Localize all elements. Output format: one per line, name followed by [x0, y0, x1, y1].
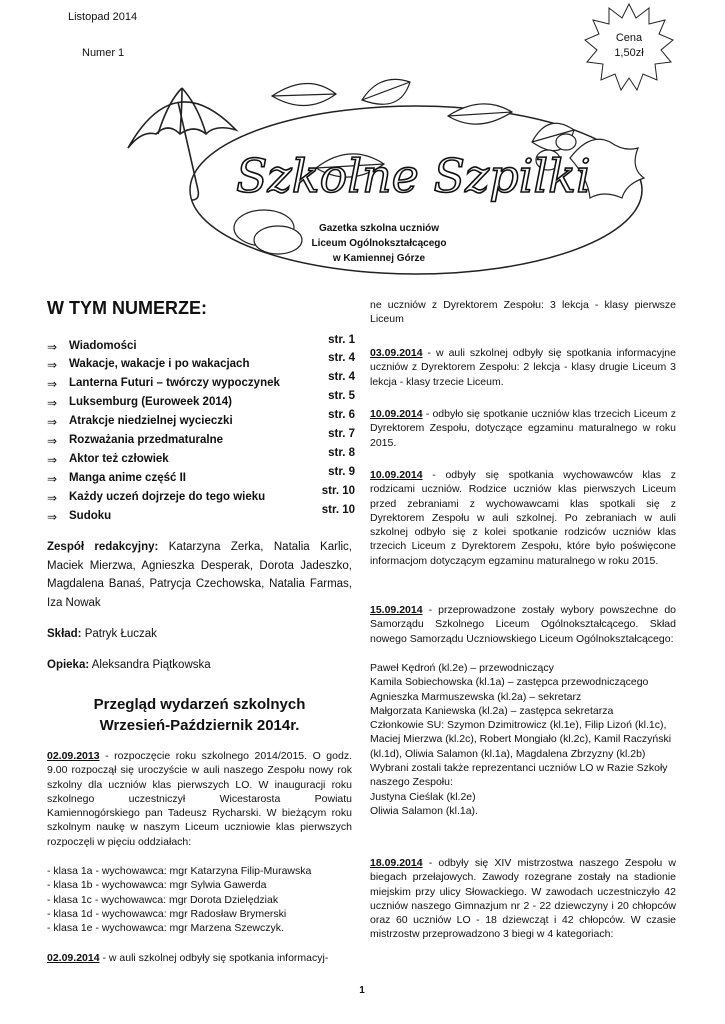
- event-date: 02.09.2013: [47, 750, 100, 762]
- event-entry: [47, 749, 352, 849]
- subtitle-line: Gazetka szkolna uczniów: [318, 223, 440, 234]
- review-title-line: Wrzesień-Październik 2014r.: [99, 717, 300, 734]
- chestnut-icon: [234, 210, 302, 254]
- toc-item-page: str. 9: [328, 466, 355, 478]
- toc-item-label: Manga anime część II: [69, 472, 186, 484]
- subtitle-line: Liceum Ogólnokształcącego: [311, 238, 447, 249]
- event-date: 10.09.2014: [370, 469, 423, 481]
- toc-item-label: Aktor też człowiek: [69, 453, 169, 465]
- event-text: - w auli szkolnej odbyły się spotkania informacyj-: [99, 952, 329, 964]
- price-value: 1,50zł: [614, 47, 644, 59]
- arrow-right-icon: ⇒: [47, 340, 58, 354]
- event-entry: [370, 407, 676, 450]
- event-date: 03.09.2014: [370, 347, 423, 359]
- arrow-right-icon: ⇒: [47, 396, 58, 410]
- arrow-right-icon: ⇒: [47, 472, 58, 486]
- toc-item: [47, 409, 355, 433]
- masthead-illustration: [118, 72, 678, 302]
- subtitle-line: w Kamiennej Górze: [332, 253, 426, 264]
- council-member: Oliwia Salamon (kl.1a).: [370, 804, 478, 817]
- masthead-title: Szkolne Szpilki: [236, 149, 591, 203]
- arrow-right-icon: ⇒: [47, 510, 58, 524]
- team-names: Katarzyna Zerka, Natalia Karlic, Maciek Mierzwa, Agnieszka Desperak, Dorota Jadeszko, Magdalena Banaś, Patrycja Czechowska, Natalia Farmas, Iza Nowak: [47, 541, 352, 609]
- toc-item: [47, 447, 355, 471]
- class-list-item: - klasa 1e - wychowawca: mgr Marzena Szewczyk.: [47, 922, 284, 935]
- toc-item-label: Wiadomości: [69, 340, 137, 352]
- event-entry: [370, 298, 676, 327]
- event-text: - odbyły się spotkania wychowawców klas z rodzicami uczniów. Rodzice uczniów klas pierwszych Liceum przed zebraniami z wychowawcami klas spotkali się z Dyrektorem Zespołu w auli szkolnej. Po zebraniach w auli szkolnej odbyło się z kolei spotkanie rodziców uczniów klas trzecich Liceum z Dyrektorem Zespołu, które było poświęcone informacjom dotyczącym egzaminu maturalnego w roku 2015.: [370, 469, 676, 567]
- event-entry: [370, 346, 676, 389]
- umbrella-icon: [128, 88, 236, 200]
- council-member: Wybrani zostali także reprezentanci uczniów LO w Razie Szkoły naszego Zespołu:: [370, 762, 668, 789]
- arrow-right-icon: ⇒: [47, 358, 58, 372]
- event-entry: [370, 603, 676, 646]
- council-member: Paweł Kędroń (kl.2e) – przewodniczący: [370, 662, 554, 674]
- class-list-item: - klasa 1d - wychowawca: mgr Radosław Brymerski: [47, 907, 287, 920]
- toc-item-label: Sudoku: [69, 510, 112, 522]
- toc-item: [47, 334, 355, 358]
- toc-item-label: Każdy uczeń dojrzeje do tego wieku: [69, 491, 266, 503]
- toc-item-page: str. 1: [328, 334, 355, 346]
- arrow-right-icon: ⇒: [47, 453, 58, 467]
- event-date: 15.09.2014: [370, 604, 423, 616]
- newspaper-subtitle: [300, 221, 458, 266]
- issue-date: Listopad 2014: [68, 11, 138, 23]
- toc-item-label: Lanterna Futuri – twórczy wypoczynek: [69, 377, 280, 389]
- class-list-item: - klasa 1b - wychowawca: mgr Sylwia Gawerda: [47, 879, 267, 892]
- class-list-item: - klasa 1a - wychowawca: mgr Katarzyna Filip-Murawska: [47, 865, 312, 877]
- toc-item-page: str. 10: [321, 504, 355, 516]
- event-text: - w auli szkolnej odbyły się spotkania informacyjne uczniów z Dyrektorem Zespołu: 2 lekcja - klasy drugie Liceum 3 lekcja - klasy trzecie Liceum.: [370, 347, 676, 388]
- arrow-right-icon: ⇒: [47, 415, 58, 429]
- toc-item-label: Luksemburg (Euroweek 2014): [69, 396, 232, 408]
- event-text: - rozpoczęcie roku szkolnego 2014/2015. O godz. 9.00 rozpoczął się uroczyście w auli naszego Zespołu nowy rok szkolny dla uczniów klas pierwszych LO. W inauguracji roku szkolnego uczestniczył Wicestarosta Powiatu Kamiennogórskiego pan Tadeusz Rycharski. W bieżącym roku szkolnym naukę w naszym Liceum uczniowie klas pierwszych rozpoczęli w pięciu oddziałach:: [47, 750, 352, 848]
- council-member: Małgorzata Kaniewska (kl.2a) – zastępca sekretarza: [370, 704, 614, 717]
- page-number: 1: [359, 985, 365, 996]
- supervisor-label: Opieka:: [47, 659, 90, 671]
- layout-label: Skład:: [47, 628, 82, 640]
- price-caption: Cena: [615, 32, 643, 44]
- council-member: Agnieszka Marmuszewska (kl.2a) – sekretarz: [370, 690, 582, 703]
- class-list: [47, 864, 352, 935]
- toc-item-label: Atrakcje niedzielnej wycieczki: [69, 415, 233, 427]
- toc-item: [47, 466, 355, 490]
- toc-item: [47, 390, 355, 414]
- event-date: 18.09.2014: [370, 857, 423, 869]
- council-member: Justyna Cieślak (kl.2e): [370, 790, 476, 803]
- team-label: Zespół redakcyjny:: [47, 541, 159, 553]
- toc-item-page: str. 4: [328, 371, 355, 383]
- council-member: Członkowie SU: Szymon Dzimitrowicz (kl.1e), Filip Lizoń (kl.1c), Maciej Mierzwa (kl.2c), Robert Mongiało (kl.2c), Kamil Raczyński (kl.1d), Oliwia Salamon (kl.1a), Magdalena Zbrzyzny (kl.2b): [370, 719, 672, 760]
- toc-item-page: str. 4: [328, 352, 355, 364]
- layout-name: Patryk Łuczak: [81, 628, 157, 640]
- toc-item: [47, 485, 355, 509]
- toc-item: [47, 371, 355, 395]
- event-text: ne uczniów z Dyrektorem Zespołu: 3 lekcja - klasy pierwsze Liceum: [370, 299, 676, 326]
- issue-number: Numer 1: [82, 47, 125, 59]
- event-entry: [47, 951, 352, 965]
- event-date: 02.09.2014: [47, 952, 100, 964]
- event-entry: [370, 856, 676, 942]
- event-text: - odbyło się spotkanie uczniów klas trzecich Liceum z Dyrektorem Zespołu, dotyczące egzaminu maturalnego w roku 2015.: [370, 408, 676, 449]
- toc-item-page: str. 6: [328, 409, 355, 421]
- review-title: [47, 694, 352, 736]
- event-entry: [370, 468, 676, 568]
- supervisor-credit: [47, 656, 352, 675]
- class-list-item: - klasa 1c - wychowawca: mgr Dorota Dzielędziak: [47, 893, 279, 906]
- review-title-line: Przegląd wydarzeń szkolnych: [93, 696, 306, 713]
- toc-item-label: Wakacje, wakacje i po wakacjach: [69, 358, 250, 370]
- toc-item: [47, 352, 355, 376]
- toc-item-page: str. 10: [321, 485, 355, 497]
- toc-item-page: str. 8: [328, 447, 355, 459]
- event-text: - odbyły się XIV mistrzostwa naszego Zespołu w biegach przełajowych. Zawody rozegrane zostały na stadionie miejskim przy ulicy Słowackiego. W zawodach uczestniczyło 42 uczniów naszego Gimnazjum nr 2 - 22 dziewczyny i 20 chłopców oraz 60 uczniów LO - 18 dziewcząt i 42 chłopców. W czasie mistrzostw przeprowadzono 3 biegi w 4 kategoriach:: [370, 857, 676, 941]
- toc-item-page: str. 5: [328, 390, 355, 402]
- toc-item-page: str. 7: [328, 428, 355, 440]
- arrow-right-icon: ⇒: [47, 377, 58, 391]
- arrow-right-icon: ⇒: [47, 434, 58, 448]
- supervisor-name: Aleksandra Piątkowska: [89, 659, 211, 671]
- council-list: [370, 661, 676, 818]
- toc-heading: W TYM NUMERZE:: [47, 298, 207, 318]
- layout-credit: [47, 625, 352, 644]
- toc-item-label: Rozważania przedmaturalne: [69, 434, 224, 446]
- toc-item: [47, 428, 355, 452]
- event-date: 10.09.2014: [370, 408, 423, 420]
- arrow-right-icon: ⇒: [47, 491, 58, 505]
- council-member: Kamila Sobiechowska (kl.1a) – zastępca przewodniczącego: [370, 676, 649, 689]
- price-label: [583, 31, 675, 61]
- event-text: - przeprowadzone zostały wybory powszechne do Samorządu Szkolnego Liceum Ogólnokształcącego. Skład nowego Samorządu Uczniowskiego Liceum Ogólnokształcącego:: [370, 604, 676, 645]
- editorial-team: [47, 538, 352, 612]
- toc-item: [47, 504, 355, 528]
